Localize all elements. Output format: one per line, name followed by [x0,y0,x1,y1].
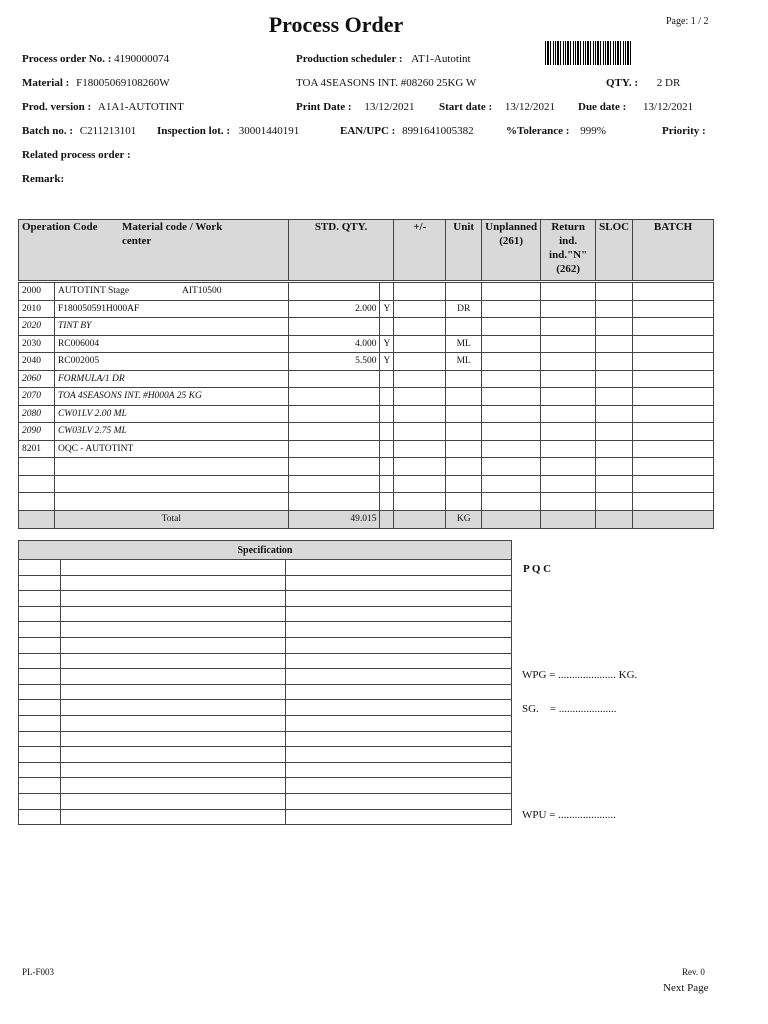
spec-cell [285,778,511,794]
op-qty [288,370,380,388]
op-code: 8201 [19,440,55,458]
op-unplanned [482,388,541,406]
prod-version-label: Prod. version : [22,101,92,113]
ean-label: EAN/UPC : [340,125,396,137]
op-unit [446,388,482,406]
spec-cell [61,715,285,731]
op-flag [380,370,394,388]
op-material [54,475,288,493]
spec-cell [285,700,511,716]
op-unplanned [482,458,541,476]
spec-row [19,560,512,576]
op-unplanned [482,318,541,336]
op-unit: ML [446,335,482,353]
op-unit [446,318,482,336]
spec-cell [19,622,61,638]
op-code: 2070 [19,388,55,406]
spec-cell [19,747,61,763]
ops-row [19,475,714,493]
operations-table [18,219,714,529]
tolerance-row [506,125,606,137]
op-code: 2060 [19,370,55,388]
form-code: PL-F003 [22,967,55,977]
batch-no-row [22,125,136,137]
material-description: TOA 4SEASONS INT. #08260 25KG W [296,77,477,89]
spec-cell [19,778,61,794]
page-title: Process Order [268,12,404,37]
spec-cell [285,684,511,700]
specification-title: Specification [19,541,512,560]
op-return [541,440,596,458]
op-material-code: OQC - AUTOTINT [57,443,134,454]
spec-cell [285,575,511,591]
op-material [54,370,288,388]
op-qty: 2.000 [288,300,380,318]
spec-cell [285,731,511,747]
ops-row [19,300,714,318]
prod-version-row [22,101,184,113]
spec-cell [285,591,511,607]
spec-row [19,622,512,638]
total-unit: KG [446,510,482,528]
wpg-line: WPG = ..................... KG. [522,669,638,681]
op-return [541,353,596,371]
op-unit [446,370,482,388]
op-qty [288,405,380,423]
op-batch [633,335,714,353]
spec-row [19,575,512,591]
op-return [541,370,596,388]
spec-cell [61,684,285,700]
material-row [22,77,170,89]
op-material-code: RC006004 [57,338,100,349]
op-return [541,405,596,423]
op-flag [380,493,394,511]
spec-cell [19,575,61,591]
spec-row [19,715,512,731]
process-order-no: 4190000074 [114,53,170,65]
ean-value: 8991641005382 [402,125,474,137]
op-flag [380,423,394,441]
op-sloc [596,493,633,511]
spec-cell [285,622,511,638]
op-plusminus [394,458,446,476]
spec-cell [61,747,285,763]
op-return [541,300,596,318]
spec-cell [61,653,285,669]
op-material [54,423,288,441]
op-unit [446,458,482,476]
ops-header-row [19,220,714,281]
col-material-code: Material code / Work center [122,221,223,247]
spec-cell [19,700,61,716]
op-plusminus [394,283,446,301]
op-return [541,475,596,493]
qty-label: QTY. : [606,77,638,89]
total-label: Total [54,510,288,528]
op-batch [633,300,714,318]
op-batch [633,458,714,476]
spec-cell [61,669,285,685]
op-unplanned [482,423,541,441]
spec-cell [19,762,61,778]
op-code: 2020 [19,318,55,336]
related-process-order-label: Related process order : [22,149,131,161]
spec-cell [285,669,511,685]
spec-cell [285,560,511,576]
op-batch [633,475,714,493]
production-scheduler-row [296,53,471,65]
op-flag [380,440,394,458]
op-unit: DR [446,300,482,318]
tolerance-label: %Tolerance : [506,125,570,137]
op-material-code: TINT BY [57,321,92,332]
spec-cell [61,591,285,607]
ops-total-row [19,510,714,528]
op-unit [446,283,482,301]
op-material [54,405,288,423]
revision: Rev. 0 [682,967,705,977]
inspection-lot-value: 30001440191 [238,125,300,137]
op-sloc [596,405,633,423]
print-date-value: 13/12/2021 [364,101,415,113]
op-plusminus [394,353,446,371]
op-unplanned [482,335,541,353]
spec-cell [285,653,511,669]
op-qty [288,318,380,336]
ean-row [340,125,474,137]
op-sloc [596,318,633,336]
spec-cell [285,747,511,763]
col-batch: BATCH [633,220,714,281]
spec-row [19,637,512,653]
spec-cell [285,762,511,778]
op-qty: 4.000 [288,335,380,353]
op-sloc [596,283,633,301]
op-flag [380,283,394,301]
op-return [541,283,596,301]
op-qty: 5.500 [288,353,380,371]
spec-row [19,606,512,622]
op-batch [633,423,714,441]
op-batch [633,370,714,388]
op-qty [288,388,380,406]
op-code: 2040 [19,353,55,371]
op-batch [633,440,714,458]
next-page-link[interactable]: Next Page [663,982,709,994]
op-return [541,388,596,406]
production-scheduler-label: Production scheduler : [296,53,403,65]
prod-version-value: A1A1-AUTOTINT [97,101,184,113]
op-flag [380,475,394,493]
spec-cell [61,809,285,825]
op-qty [288,423,380,441]
col-plus-minus: +/- [394,220,446,281]
spec-cell [61,606,285,622]
op-unit [446,423,482,441]
op-unplanned [482,440,541,458]
op-plusminus [394,388,446,406]
op-sloc [596,423,633,441]
op-return [541,318,596,336]
op-qty [288,283,380,301]
remark-label: Remark: [22,173,65,185]
op-material [54,388,288,406]
print-date-label: Print Date : [296,101,352,113]
op-material [54,440,288,458]
op-code [19,475,55,493]
op-sloc [596,300,633,318]
op-material-code: AUTOTINT Stage [57,286,130,297]
op-flag [380,318,394,336]
op-batch [633,405,714,423]
spec-cell [19,715,61,731]
ops-row [19,283,714,301]
op-unit [446,493,482,511]
spec-cell [19,637,61,653]
print-date-row [296,101,414,113]
inspection-lot-label: Inspection lot. : [157,125,231,137]
op-flag: Y [380,335,394,353]
op-flag: Y [380,300,394,318]
qty-value: 2 DR [656,77,681,89]
op-sloc [596,370,633,388]
production-scheduler: AT1-Autotint [411,53,471,65]
op-code: 2090 [19,423,55,441]
ops-row [19,353,714,371]
op-plusminus [394,493,446,511]
batch-no-label: Batch no. : [22,125,74,137]
op-code: 2080 [19,405,55,423]
op-flag [380,388,394,406]
op-material [54,493,288,511]
op-flag: Y [380,353,394,371]
due-date-label: Due date : [578,101,627,113]
col-return: Return ind. ind."N" (262) [541,220,596,281]
sg-line: SG. = ..................... [522,703,617,715]
spec-cell [19,591,61,607]
spec-row [19,669,512,685]
op-batch [633,388,714,406]
op-qty [288,440,380,458]
op-sloc [596,440,633,458]
spec-cell [19,560,61,576]
op-sloc [596,335,633,353]
col-operation-material [19,220,289,281]
op-unit [446,440,482,458]
op-code: 2030 [19,335,55,353]
tolerance-value: 999% [580,125,606,137]
material-label: Material : [22,77,70,89]
op-return [541,458,596,476]
ops-row [19,440,714,458]
op-material [54,458,288,476]
op-material-code: RC002005 [57,356,100,367]
op-unplanned [482,300,541,318]
spec-row [19,809,512,825]
op-qty [288,475,380,493]
op-material-code: F180050591H000AF [57,303,140,314]
op-material [54,318,288,336]
due-date-row [578,101,693,113]
op-work-center: AIT10500 [181,286,222,297]
start-date-value: 13/12/2021 [504,101,556,113]
qty-row [606,77,680,89]
ops-row [19,335,714,353]
op-material-code: CW03LV 2.75 ML [57,426,127,437]
start-date-label: Start date : [439,101,493,113]
col-operation-code: Operation Code [22,221,98,233]
priority-label: Priority : [662,125,706,137]
op-material-code: CW01LV 2.00 ML [57,408,127,419]
op-flag [380,405,394,423]
spec-row [19,762,512,778]
op-unplanned [482,353,541,371]
op-material [54,300,288,318]
pqc-title: P Q C [523,563,552,575]
process-order-no-label: Process order No. : [22,53,112,65]
ops-row [19,318,714,336]
op-batch [633,318,714,336]
wpu-line: WPU = ..................... [522,809,616,821]
spec-cell [61,778,285,794]
ops-row [19,388,714,406]
material-value: F18005069108260W [76,77,170,89]
spec-cell [61,700,285,716]
op-plusminus [394,423,446,441]
op-return [541,423,596,441]
op-sloc [596,475,633,493]
spec-row [19,747,512,763]
spec-cell [19,653,61,669]
spec-cell [61,762,285,778]
spec-cell [285,715,511,731]
spec-cell [61,637,285,653]
op-batch [633,493,714,511]
spec-cell [19,731,61,747]
op-plusminus [394,440,446,458]
col-unplanned: Unplanned (261) [482,220,541,281]
op-unplanned [482,475,541,493]
op-return [541,493,596,511]
ops-row [19,405,714,423]
op-sloc [596,458,633,476]
op-code: 2010 [19,300,55,318]
spec-cell [61,731,285,747]
ops-row [19,423,714,441]
batch-no-value: C211213101 [79,125,137,137]
spec-row [19,684,512,700]
spec-row [19,700,512,716]
spec-cell [19,684,61,700]
process-order-no-row [22,53,169,65]
ops-row [19,493,714,511]
op-plusminus [394,335,446,353]
col-std-qty: STD. QTY. [288,220,394,281]
ops-row [19,458,714,476]
due-date-value: 13/12/2021 [643,101,694,113]
spec-cell [61,793,285,809]
op-material-code: FORMULA/1 DR [57,373,125,384]
op-flag [380,458,394,476]
op-batch [633,283,714,301]
spec-cell [19,793,61,809]
spec-cell [285,793,511,809]
inspection-lot-row [157,125,299,137]
op-unplanned [482,283,541,301]
op-code [19,458,55,476]
spec-row [19,778,512,794]
op-plusminus [394,475,446,493]
op-unplanned [482,493,541,511]
spec-cell [61,575,285,591]
spec-cell [285,606,511,622]
op-code [19,493,55,511]
spec-cell [19,669,61,685]
op-unplanned [482,370,541,388]
op-plusminus [394,318,446,336]
spec-row [19,793,512,809]
spec-cell [19,809,61,825]
op-sloc [596,353,633,371]
op-batch [633,353,714,371]
spec-cell [285,809,511,825]
page-number: Page: 1 / 2 [666,16,709,27]
spec-cell [19,606,61,622]
specification-table [18,540,512,825]
op-qty [288,493,380,511]
op-unit: ML [446,353,482,371]
op-sloc [596,388,633,406]
op-unplanned [482,405,541,423]
spec-row [19,731,512,747]
spec-cell [285,637,511,653]
op-material [54,283,288,301]
spec-row [19,653,512,669]
col-unit: Unit [446,220,482,281]
op-plusminus [394,300,446,318]
op-return [541,335,596,353]
op-qty [288,458,380,476]
op-code: 2000 [19,283,55,301]
op-material-code: TOA 4SEASONS INT. #H000A 25 KG [57,391,202,402]
barcode [545,41,631,65]
op-unit [446,475,482,493]
op-material [54,335,288,353]
col-sloc: SLOC [596,220,633,281]
op-plusminus [394,370,446,388]
spec-row [19,591,512,607]
ops-row [19,370,714,388]
op-unit [446,405,482,423]
start-date-row [439,101,555,113]
total-qty: 49.015 [288,510,380,528]
spec-cell [61,622,285,638]
op-plusminus [394,405,446,423]
op-material [54,353,288,371]
spec-cell [61,560,285,576]
